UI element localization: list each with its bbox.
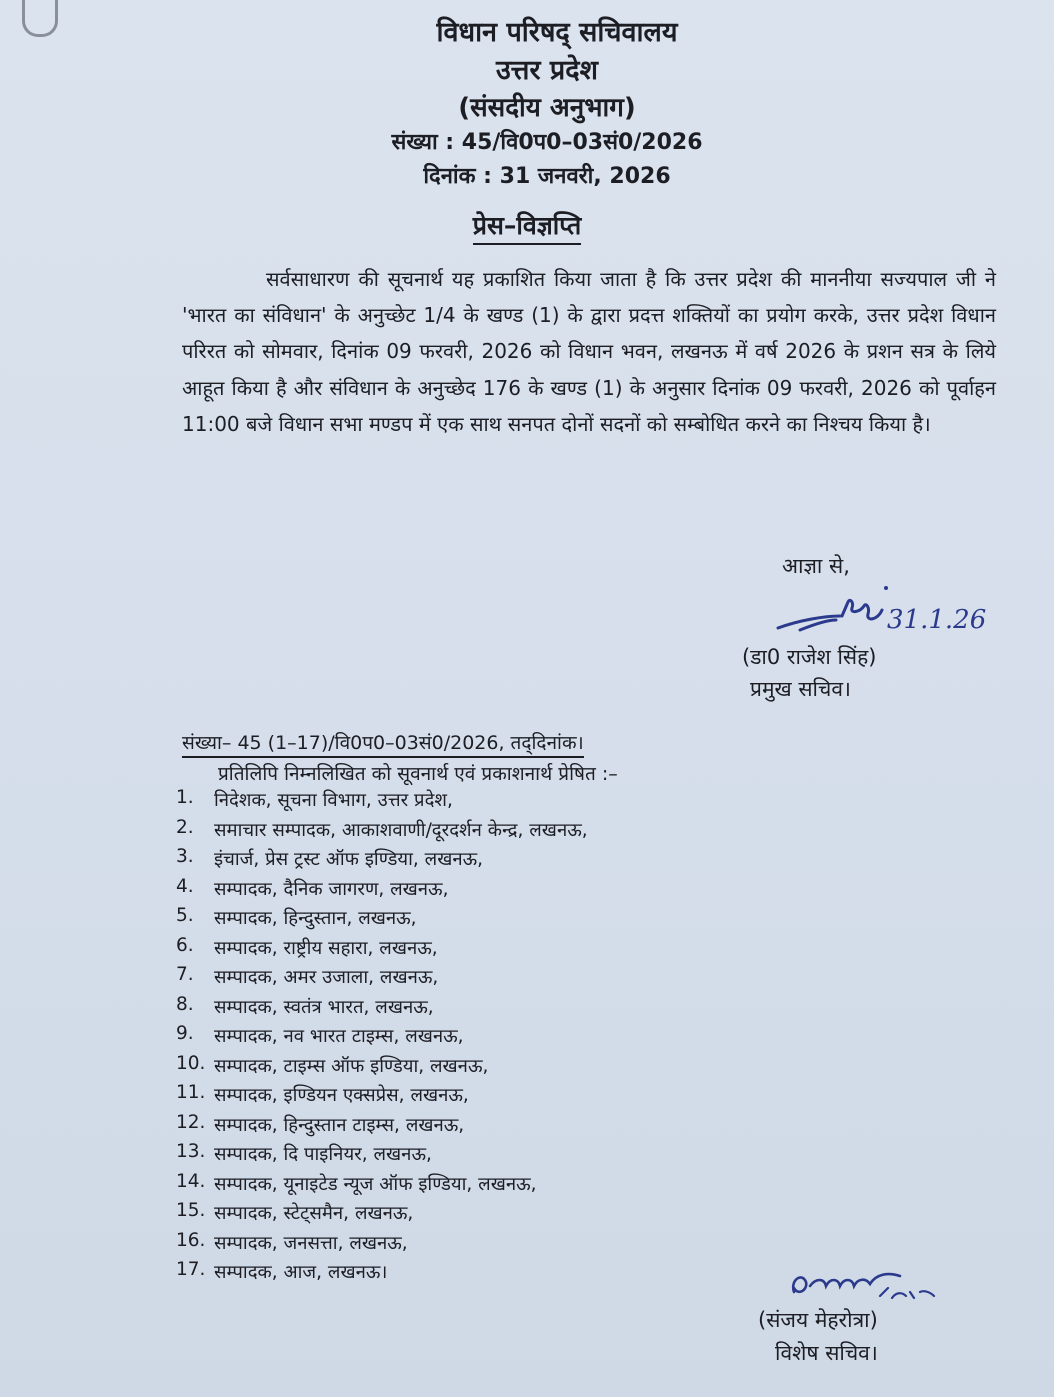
handwritten-date-1-text: 31.1.26 xyxy=(887,605,987,635)
signatory-name: (डा0 राजेश सिंह) xyxy=(742,645,877,669)
recipient-number: 13. xyxy=(176,1141,206,1162)
recipient-number: 7. xyxy=(176,964,194,985)
by-order-text: आज्ञा से, xyxy=(782,554,850,578)
recipient-item xyxy=(176,846,588,876)
recipient-text: सम्पादक, हिन्दुस्तान, लखनऊ, xyxy=(214,908,417,929)
recipient-number: 15. xyxy=(176,1200,206,1221)
recipient-item xyxy=(176,1171,588,1201)
recipient-text: सम्पादक, राष्ट्रीय सहारा, लखनऊ, xyxy=(214,937,438,959)
recipient-item xyxy=(176,1230,588,1260)
recipient-number: 9. xyxy=(176,1023,194,1044)
recipient-text: समाचार सम्पादक, आकाशवाणी/दूरदर्शन केन्द्र, लखनऊ, xyxy=(214,819,588,841)
recipient-item xyxy=(176,964,588,994)
recipient-item xyxy=(176,1259,588,1289)
recipient-number: 14. xyxy=(176,1170,206,1192)
recipient-text: सम्पादक, इण्डियन एक्सप्रेस, लखनऊ, xyxy=(214,1085,469,1106)
recipient-text: निदेशक, सूचना विभाग, उत्तर प्रदेश, xyxy=(214,790,453,811)
recipient-number: 17. xyxy=(176,1259,206,1280)
second-signatory-designation: विशेष सचिव। xyxy=(775,1341,878,1365)
recipient-text: सम्पादक, जनसत्ता, लखनऊ, xyxy=(214,1232,408,1254)
document-date: दिनांक : 31 जनवरी, 2026 xyxy=(423,164,671,189)
recipient-number: 12. xyxy=(176,1111,206,1133)
signatory-designation: प्रमुख सचिव। xyxy=(750,677,851,701)
recipient-item xyxy=(176,787,588,817)
recipient-number: 3. xyxy=(176,846,194,867)
copy-reference-number: संख्या– 45 (1–17)/वि0प0–03सं0/2026, तद्‌दिनांक। xyxy=(182,729,584,758)
recipient-item xyxy=(176,1112,588,1142)
recipient-text: सम्पादक, यूनाइटेड न्यूज ऑफ इण्डिया, लखनऊ, xyxy=(214,1173,537,1195)
recipient-text: सम्पादक, आज, लखनऊ। xyxy=(214,1262,388,1283)
recipient-number: 11. xyxy=(176,1082,206,1103)
recipient-text: सम्पादक, हिन्दुस्तान टाइम्स, लखनऊ, xyxy=(214,1114,465,1136)
recipient-text: सम्पादक, टाइम्स ऑफ इण्डिया, लखनऊ, xyxy=(214,1055,489,1077)
recipient-item xyxy=(176,905,588,935)
recipient-text: सम्पादक, नव भारत टाइम्स, लखनऊ, xyxy=(214,1026,464,1047)
document-number: संख्या : 45/वि0प0–03सं0/2026 xyxy=(391,130,703,155)
document-title-text: प्रेस–विज्ञप्ति xyxy=(473,211,581,245)
office-name: विधान परिषद् सचिवालय xyxy=(436,17,678,48)
document-title xyxy=(0,208,1054,242)
recipient-number: 6. xyxy=(176,934,194,956)
recipient-text: सम्पादक, स्वतंत्र भारत, लखनऊ, xyxy=(214,996,434,1018)
recipient-text: सम्पादक, दि पाइनियर, लखनऊ, xyxy=(214,1144,432,1165)
recipient-item xyxy=(176,1141,588,1171)
recipient-number: 1. xyxy=(176,787,194,808)
handwritten-date-1 xyxy=(885,588,1025,638)
recipient-item xyxy=(176,1082,588,1112)
signature-sanjay-mehrotra xyxy=(784,1262,944,1306)
state-name: उत्तर प्रदेश xyxy=(496,55,598,86)
recipient-text: सम्पादक, दैनिक जागरण, लखनऊ, xyxy=(214,878,449,900)
recipient-number: 8. xyxy=(176,993,194,1015)
recipient-number: 16. xyxy=(176,1229,206,1251)
recipient-item xyxy=(176,1200,588,1230)
recipient-item xyxy=(176,1053,588,1083)
recipient-item xyxy=(176,876,588,906)
second-signatory-name: (संजय मेहरोत्रा) xyxy=(758,1308,878,1332)
recipient-item xyxy=(176,817,588,847)
recipient-list xyxy=(176,787,588,1289)
recipient-number: 2. xyxy=(176,816,194,838)
recipient-text: सम्पादक, स्टेट्समैन, लखनऊ, xyxy=(214,1203,414,1224)
recipient-text: सम्पादक, अमर उजाला, लखनऊ, xyxy=(214,967,439,988)
body-paragraph: सर्वसाधारण की सूचनार्थ यह प्रकाशित किया जाता है कि उत्तर प्रदेश की माननीया सज्यपाल जी ने 'भारत का संविधान' के अनुच्छेट 1/4 के खण्ड (1) के द्वारा प्रदत्त शक्तियों का प्रयोग करके, उत्तर प्रदेश विधान परिरत को सोमवार, दिनांक 09 फरवरी, 2026 को विधान भवन, लखनऊ में वर्ष 2026 के प्रशन सत्र के लिये आहूत किया है और संविधान के अनुच्छेद 176 के खण्ड (1) के अनुसार दिनांक 09 फरवरी, 2026 को पूर्वाहन 11:00 बजे विधान सभा मण्डप में एक साथ सनपत दोनों सदनों को सम्बोधित करने का निश्चय किया है। xyxy=(182,267,996,436)
recipient-item xyxy=(176,935,588,965)
section-name: (संसदीय अनुभाग) xyxy=(458,93,636,123)
recipient-item xyxy=(176,994,588,1024)
copy-intro: प्रतिलिपि निम्नलिखित को सूवनार्थ एवं प्रकाशनार्थ प्रेषित :– xyxy=(218,763,618,785)
recipient-item xyxy=(176,1023,588,1053)
recipient-text: इंचार्ज, प्रेस ट्रस्ट ऑफ इण्डिया, लखनऊ, xyxy=(214,849,484,870)
recipient-number: 10. xyxy=(176,1052,206,1074)
recipient-number: 4. xyxy=(176,875,194,897)
recipient-number: 5. xyxy=(176,905,194,926)
